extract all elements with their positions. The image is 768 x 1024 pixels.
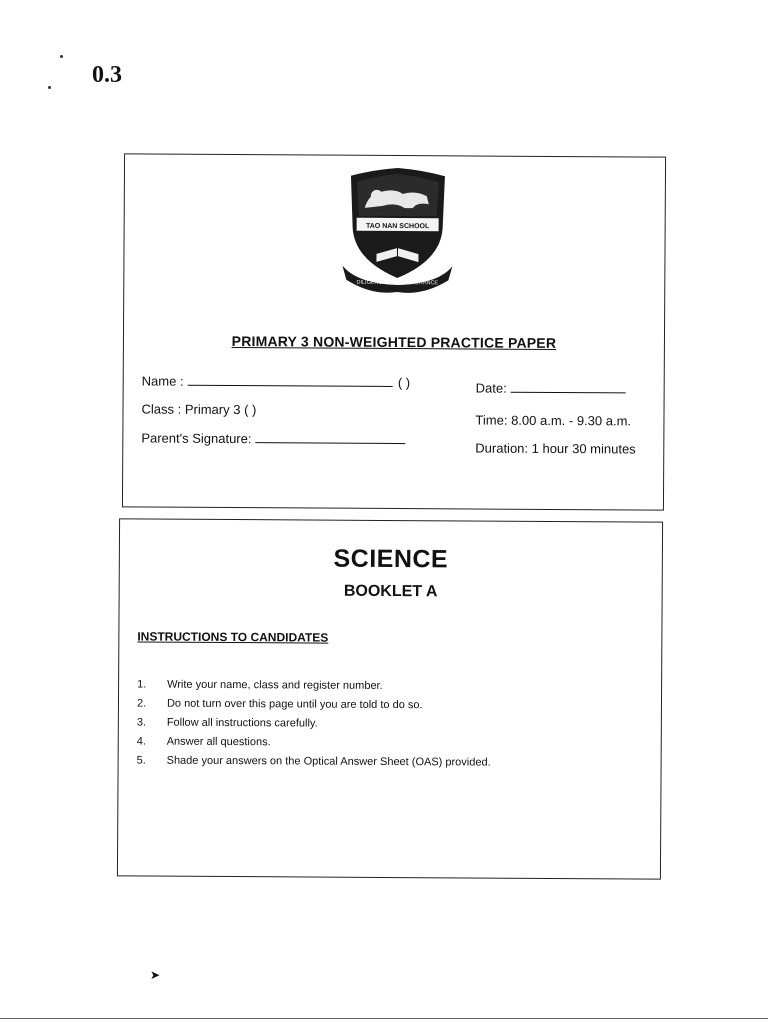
time-label: Time: 8.00 a.m. - 9.30 a.m. <box>475 412 632 429</box>
register-brackets: ( ) <box>397 375 411 391</box>
crest-motto: DILIGENCE & PERSEVERANCE <box>356 279 439 287</box>
crest-label: TAO NAN SCHOOL <box>365 222 430 231</box>
duration-label: Duration: 1 hour 30 minutes <box>475 440 636 457</box>
date-blank-line <box>510 382 625 394</box>
list-item: 2. Do not turn over this page until you are told to do so. <box>136 697 423 712</box>
list-item: 1. Write your name, class and register number. <box>137 678 383 692</box>
list-item: 4. Answer all questions. <box>136 735 271 749</box>
name-field <box>142 373 411 390</box>
date-field <box>476 381 626 397</box>
instructions-heading: INSTRUCTIONS TO CANDIDATES <box>137 629 329 645</box>
paper-title: PRIMARY 3 NON-WEIGHTED PRACTICE PAPER <box>231 333 557 351</box>
list-item: 3. Follow all instructions carefully. <box>136 716 318 730</box>
instructions-list <box>137 675 492 772</box>
date-label: Date: <box>475 380 507 396</box>
scan-speck <box>48 86 51 89</box>
page-number: 0.3 <box>92 62 122 88</box>
signature-field <box>141 430 405 447</box>
school-crest-icon <box>342 168 453 294</box>
cover-header-box <box>122 153 666 510</box>
subject-title: SCIENCE <box>333 544 449 574</box>
booklet-name: BOOKLET A <box>343 582 438 601</box>
page-bottom-edge <box>0 1018 768 1019</box>
list-item: 5. Shade your answers on the Optical Answer Sheet (OAS) provided. <box>136 754 491 769</box>
scan-speck <box>60 55 63 58</box>
booklet-box <box>117 518 663 879</box>
name-blank-line <box>187 375 392 387</box>
pointer-mark-icon: ➤ <box>150 968 161 982</box>
class-label: Class : Primary 3 ( ) <box>141 401 257 418</box>
signature-label: Parent's Signature: <box>141 430 252 447</box>
signature-blank-line <box>255 432 405 444</box>
name-label: Name : <box>141 373 184 389</box>
